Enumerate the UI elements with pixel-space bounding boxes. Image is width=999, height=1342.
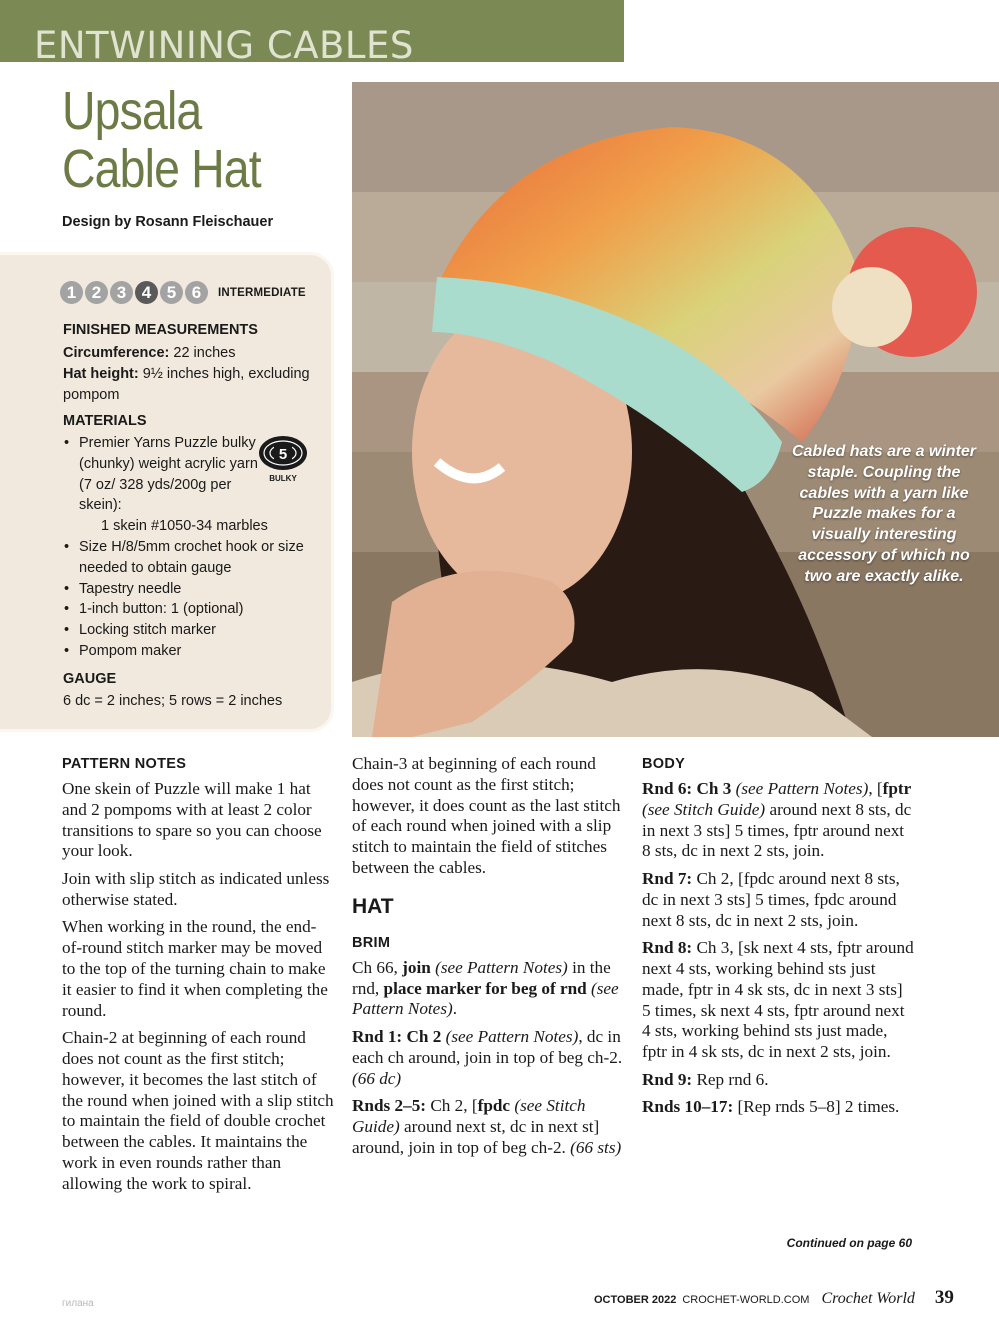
material-button: • 1-inch button: 1 (optional) [63, 599, 325, 620]
body-heading: BODY [642, 756, 686, 772]
rnd-2-text-a: Ch 2, [ [426, 1096, 478, 1116]
column-3 [642, 754, 914, 1125]
brim-note-b: (see Pattern Notes) [352, 978, 619, 1019]
material-yarn-text: • Premier Yarns Puzzle bulky (chunky) weight acrylic yarn (7 oz/ 328 yds/200g per skein): [79, 435, 258, 514]
skill-dot-5: 5 [160, 281, 183, 304]
rnd-6-note-1: (see Pattern Notes) [731, 779, 869, 798]
rnd-7 [642, 869, 914, 931]
rnd-6-text: around next 8 sts, dc in next 3 sts] 5 times, fptr around next 8 sts, dc in next 2 sts, join. [642, 799, 912, 861]
gauge-heading: GAUGE [63, 671, 117, 687]
photo-illustration [352, 82, 999, 737]
page-number: 39 [934, 1287, 954, 1308]
rnd-10-label: Rnds 10–17: [642, 1097, 734, 1117]
brim-place-marker: place marker for beg of rnd [383, 978, 587, 998]
hat-height-label: Hat height: [63, 366, 139, 382]
circumference [63, 343, 325, 364]
rnd-2-text: around next st, dc in next st] around, join in top of beg ch-2. [352, 1116, 600, 1157]
rnd-6-text-a: , [ [868, 779, 883, 798]
title-line-2: Cable Hat [62, 139, 261, 199]
rnd-8-label: Rnd 8: [642, 938, 693, 958]
section-title: ENTWINING CABLES [34, 24, 414, 67]
materials-heading: MATERIALS [63, 413, 147, 429]
note-1: One skein of Puzzle will make 1 hat and 2 pompoms with at least 2 color transitions to spare so you can choose your look. [62, 779, 322, 861]
pattern-notes-heading: PATTERN NOTES [62, 756, 187, 772]
rnd-9-text: Rep rnd 6. [692, 1069, 769, 1089]
rnd-10-text: [Rep rnds 5–8] 2 times. [733, 1097, 900, 1117]
footer-magazine: Crochet World [821, 1290, 915, 1307]
rnd-7-text: Ch 2, [fpdc around next 8 sts, dc in next 3 sts] 5 times, fpdc around next 8 sts, dc in next 2 sts, join. [642, 868, 900, 930]
rnd-10-17 [642, 1097, 914, 1118]
note-3: When working in the round, the end-of-round stitch marker may be moved to the top of the turning chain to make it easier to find it when completing the round. [62, 917, 328, 1020]
skill-dot-4: 4 [135, 281, 158, 304]
column-2 [352, 754, 624, 1165]
continued-note: Continued on page 60 [786, 1236, 912, 1250]
rnd-2-count: (66 sts) [570, 1137, 622, 1157]
brim-text-e: . [452, 999, 458, 1019]
note-5: Chain-3 at beginning of each round does not count as the first stitch; however, it does count as the last stitch of each round when joined with a slip stitch to maintain the field of stitches between the cables. [352, 754, 621, 877]
rnd-8 [642, 938, 914, 1063]
circumference-value: 22 inches [169, 345, 236, 361]
yarn-weight-label: BULKY [269, 474, 297, 483]
material-needle: • Tapestry needle [63, 579, 325, 600]
section-banner [0, 0, 624, 67]
material-hook: • Size H/8/5mm crochet hook or size needed to obtain gauge [63, 537, 325, 579]
brim-instructions [352, 958, 624, 1020]
circumference-label: Circumference: [63, 345, 170, 361]
rnd-6-fptr: fptr [882, 779, 912, 798]
skill-label: INTERMEDIATE [218, 286, 306, 299]
rnd-1 [352, 1027, 624, 1089]
footer-issue: OCTOBER 2022 [594, 1294, 677, 1306]
page-title [62, 82, 342, 198]
skill-dot-1: 1 [60, 281, 83, 304]
brim-note-a: (see Pattern Notes) [430, 957, 568, 977]
brim-text-c: in the rnd, [352, 957, 611, 998]
material-yarn-qty [63, 516, 325, 537]
material-yarn-qty-text: 1 skein #1050-34 marbles [101, 518, 268, 535]
rnd-6-note-2: (see Stitch Guide) [642, 799, 766, 819]
rnd-7-label: Rnd 7: [642, 868, 693, 888]
rnd-9 [642, 1070, 914, 1091]
skill-level [60, 281, 306, 304]
footer-signature: гилана [62, 1298, 94, 1309]
hat-heading: HAT [352, 894, 394, 918]
rnd-2-label: Rnds 2–5: [352, 1096, 427, 1116]
rnd-2-note: (see Stitch Guide) [352, 1096, 586, 1136]
note-4: Chain-2 at beginning of each round does not count as the first stitch; however, it becomes the last stitch of the round when joined with a slip stitch to maintain the field of double crochet between the cables. It maintains the work in even rounds rather than allowing the work to spiral. [62, 1028, 334, 1193]
rnd-9-label: Rnd 9: [642, 1069, 693, 1089]
material-marker: • Locking stitch marker [63, 620, 325, 641]
rnd-2-5 [352, 1096, 624, 1158]
footer-site: CROCHET-WORLD.COM [682, 1294, 810, 1306]
rnd-1-text: , dc in each ch around, join in top of beg ch-2. [352, 1026, 623, 1067]
brim-text-a: Ch 66, [352, 957, 403, 977]
hat-height-value: 9½ inches high, excluding pompom [63, 366, 310, 403]
title-line-1: Upsala [62, 81, 202, 141]
rnd-1-note: (see Pattern Notes) [441, 1026, 579, 1046]
skill-dot-6: 6 [185, 281, 208, 304]
rnd-8-text: Ch 3, [sk next 4 sts, fptr around next 4 sts, working behind sts just made, fptr in 4 sk sts, dc in next 3 sts] 5 times, sk next 4 sts, fptr around next 4 sts, working behind sts just made, fptr in 4 sk sts, dc in next 2 sts, join. [642, 938, 914, 1062]
rnd-6 [642, 779, 914, 862]
rnd-2-fpdc: fpdc [477, 1096, 511, 1116]
skill-dot-2: 2 [85, 281, 108, 304]
designer-credit: Design by Rosann Fleischauer [62, 214, 274, 230]
hat-photo [352, 82, 999, 737]
yarn-weight-icon [257, 434, 309, 484]
yarn-weight-number: 5 [278, 446, 288, 463]
column-1 [62, 754, 334, 1201]
page-footer [594, 1287, 954, 1309]
hat-height [63, 364, 325, 406]
rnd-1-count: (66 dc) [352, 1068, 402, 1088]
gauge-text: 6 dc = 2 inches; 5 rows = 2 inches [63, 693, 283, 709]
brim-join: join [402, 957, 431, 977]
rnd-1-label: Rnd 1: Ch 2 [352, 1026, 442, 1046]
rnd-6-label: Rnd 6: Ch 3 [642, 779, 732, 798]
note-2: Join with slip stitch as indicated unless otherwise stated. [62, 868, 330, 909]
skill-dot-3: 3 [110, 281, 133, 304]
material-pompom: • Pompom maker [63, 641, 325, 662]
finished-heading: FINISHED MEASUREMENTS [63, 322, 258, 338]
photo-caption: Cabled hats are a winter staple. Coupling the cables with a yarn like Puzzle makes for a visually interesting accessory of which no two are exactly alike. [791, 443, 977, 585]
brim-heading: BRIM [352, 934, 391, 951]
